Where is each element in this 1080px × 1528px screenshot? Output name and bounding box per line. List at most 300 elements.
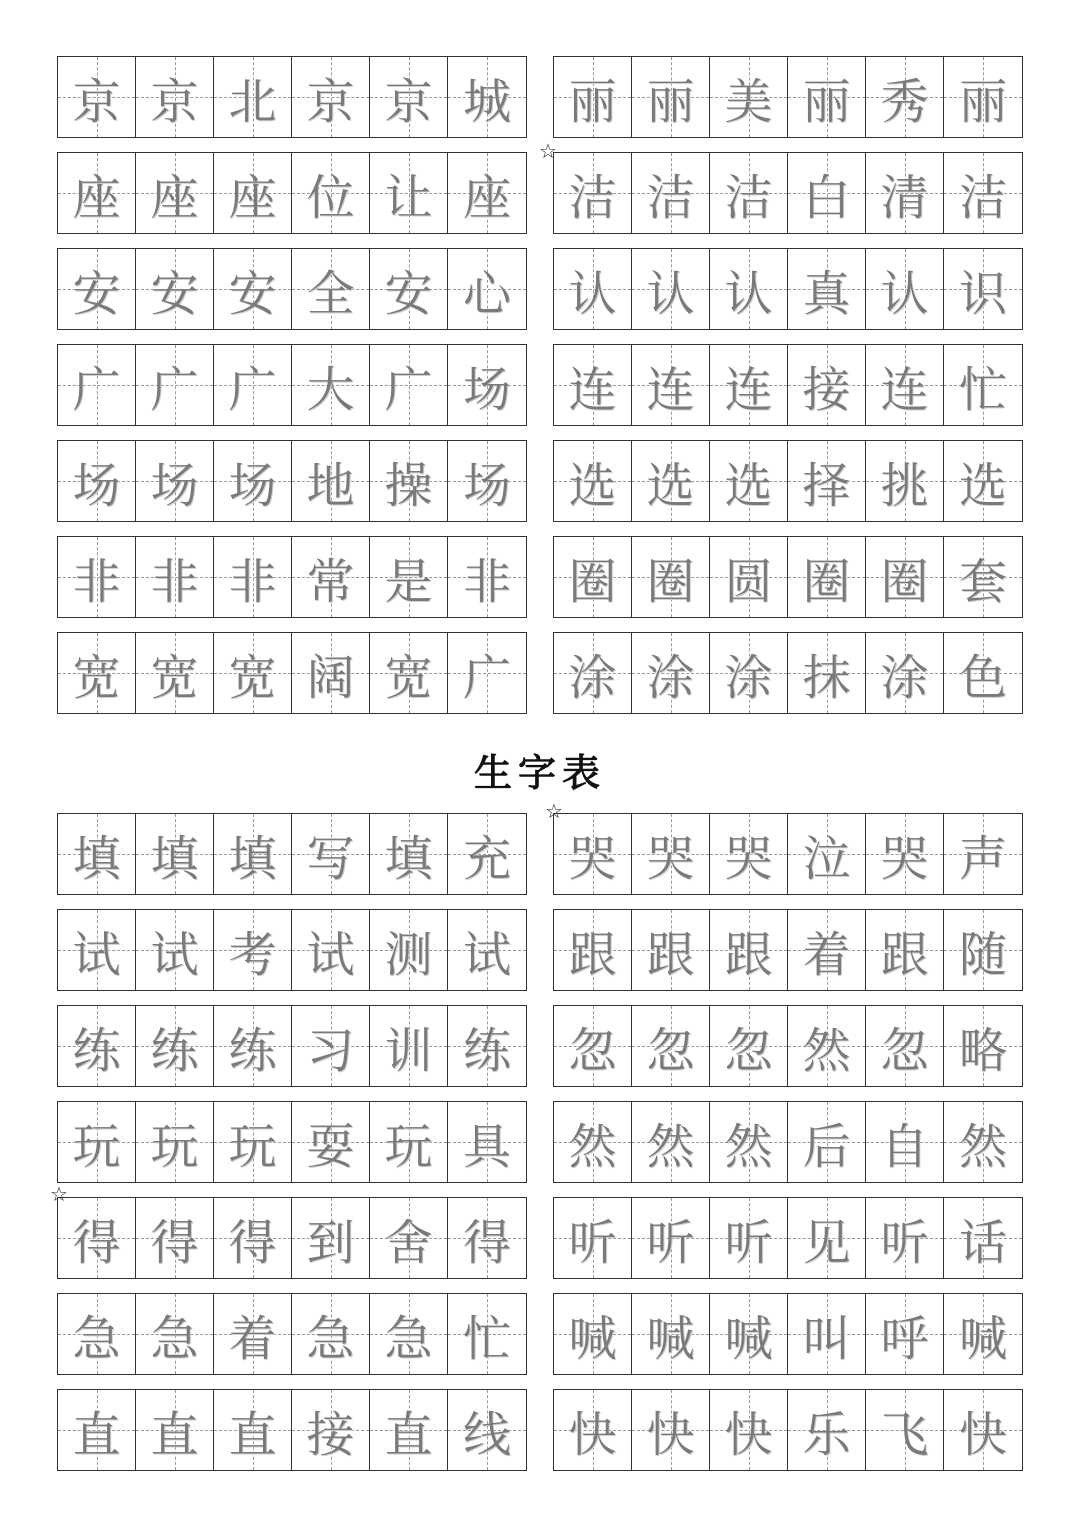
character: 快 xyxy=(958,1406,1007,1463)
char-cell xyxy=(788,1102,866,1182)
character: 洁 xyxy=(724,169,773,226)
char-cell xyxy=(632,57,710,137)
character: 洁 xyxy=(958,169,1007,226)
char-cell xyxy=(136,1294,214,1374)
char-cell xyxy=(788,633,866,713)
char-row xyxy=(553,632,1023,714)
character: 跟 xyxy=(724,926,773,983)
character: 试 xyxy=(462,926,511,983)
char-cell xyxy=(370,1198,448,1278)
character: 忽 xyxy=(646,1022,695,1079)
char-cell xyxy=(214,1390,292,1470)
char-cell xyxy=(944,633,1022,713)
character: 忽 xyxy=(568,1022,617,1079)
character: 跟 xyxy=(880,926,929,983)
char-cell xyxy=(214,1006,292,1086)
char-cell xyxy=(554,1390,632,1470)
char-cell xyxy=(866,910,944,990)
character: 听 xyxy=(568,1214,617,1271)
char-cell xyxy=(866,1294,944,1374)
char-cell xyxy=(944,1390,1022,1470)
character: 着 xyxy=(802,926,851,983)
char-cell xyxy=(370,633,448,713)
character: 是 xyxy=(384,553,433,610)
character: 非 xyxy=(72,553,121,610)
char-cell xyxy=(710,1390,788,1470)
char-cell xyxy=(214,537,292,617)
char-cell xyxy=(214,1198,292,1278)
character: 圈 xyxy=(646,553,695,610)
character: 认 xyxy=(568,265,617,322)
character: 具 xyxy=(462,1118,511,1175)
character: 选 xyxy=(568,457,617,514)
star-icon: ☆ xyxy=(545,799,563,823)
char-cell xyxy=(788,1006,866,1086)
char-cell xyxy=(632,537,710,617)
character: 玩 xyxy=(384,1118,433,1175)
char-cell xyxy=(554,1294,632,1374)
char-cell xyxy=(710,441,788,521)
char-cell xyxy=(292,441,370,521)
page-title: 生字表 xyxy=(473,750,606,795)
char-cell xyxy=(866,345,944,425)
char-cell xyxy=(788,249,866,329)
char-cell xyxy=(788,910,866,990)
character: 练 xyxy=(150,1022,199,1079)
character: 舍 xyxy=(384,1214,433,1271)
character: 广 xyxy=(72,361,121,418)
char-row xyxy=(57,344,527,426)
character: 秀 xyxy=(880,73,929,130)
char-cell xyxy=(632,814,710,894)
char-row xyxy=(57,152,527,234)
char-row xyxy=(57,909,527,991)
char-cell xyxy=(370,57,448,137)
character: 北 xyxy=(228,73,277,130)
char-cell xyxy=(136,910,214,990)
char-cell xyxy=(214,633,292,713)
character: 忙 xyxy=(958,361,1007,418)
character: 连 xyxy=(568,361,617,418)
char-cell xyxy=(448,1390,526,1470)
char-row xyxy=(553,1293,1023,1375)
char-row xyxy=(57,440,527,522)
char-cell xyxy=(866,537,944,617)
character: 喊 xyxy=(646,1310,695,1367)
character: 场 xyxy=(462,361,511,418)
char-cell xyxy=(370,910,448,990)
char-cell xyxy=(866,814,944,894)
char-row xyxy=(553,909,1023,991)
character: 快 xyxy=(568,1406,617,1463)
character: 色 xyxy=(958,649,1007,706)
character: 宽 xyxy=(384,649,433,706)
character: 听 xyxy=(646,1214,695,1271)
character: 得 xyxy=(462,1214,511,1271)
char-cell xyxy=(58,1390,136,1470)
character: 城 xyxy=(462,73,511,130)
char-cell xyxy=(554,814,632,894)
char-row xyxy=(57,813,527,895)
character: 宽 xyxy=(150,649,199,706)
char-cell xyxy=(292,1198,370,1278)
char-row xyxy=(57,1389,527,1471)
char-cell xyxy=(58,633,136,713)
char-cell xyxy=(710,814,788,894)
character: 跟 xyxy=(646,926,695,983)
char-cell xyxy=(632,1294,710,1374)
char-cell xyxy=(58,345,136,425)
char-cell xyxy=(214,249,292,329)
character: 填 xyxy=(228,830,277,887)
char-cell xyxy=(136,814,214,894)
char-cell xyxy=(214,910,292,990)
char-cell xyxy=(944,345,1022,425)
char-cell xyxy=(554,345,632,425)
char-row xyxy=(553,152,1023,234)
character: 场 xyxy=(462,457,511,514)
character: 得 xyxy=(228,1214,277,1271)
character: 座 xyxy=(462,169,511,226)
character: 哭 xyxy=(646,830,695,887)
char-cell xyxy=(710,633,788,713)
char-cell xyxy=(370,441,448,521)
char-cell xyxy=(944,1102,1022,1182)
character: 习 xyxy=(306,1022,355,1079)
character: 京 xyxy=(306,73,355,130)
character: 安 xyxy=(228,265,277,322)
char-cell xyxy=(136,441,214,521)
character: 宽 xyxy=(228,649,277,706)
char-row xyxy=(57,56,527,138)
character: 心 xyxy=(462,265,511,322)
character: 急 xyxy=(306,1310,355,1367)
character: 阔 xyxy=(306,649,355,706)
char-cell xyxy=(136,57,214,137)
character: 全 xyxy=(306,265,355,322)
character: 京 xyxy=(384,73,433,130)
character: 到 xyxy=(306,1214,355,1271)
char-cell xyxy=(944,441,1022,521)
character: 涂 xyxy=(646,649,695,706)
char-row xyxy=(57,632,527,714)
character: 试 xyxy=(306,926,355,983)
char-cell xyxy=(554,1102,632,1182)
char-cell xyxy=(370,153,448,233)
character: 非 xyxy=(462,553,511,610)
char-row xyxy=(553,1389,1023,1471)
character: 话 xyxy=(958,1214,1007,1271)
char-row xyxy=(553,813,1023,895)
char-cell xyxy=(58,441,136,521)
char-cell xyxy=(136,633,214,713)
star-icon: ☆ xyxy=(539,139,557,163)
character: 选 xyxy=(724,457,773,514)
char-row xyxy=(553,1005,1023,1087)
char-cell xyxy=(944,910,1022,990)
character: 练 xyxy=(228,1022,277,1079)
char-cell xyxy=(944,814,1022,894)
character: 试 xyxy=(150,926,199,983)
char-row xyxy=(57,1101,527,1183)
character: 呼 xyxy=(880,1310,929,1367)
char-cell xyxy=(58,814,136,894)
character: 练 xyxy=(462,1022,511,1079)
char-cell xyxy=(136,1102,214,1182)
char-cell xyxy=(632,153,710,233)
char-cell xyxy=(866,1198,944,1278)
character: 着 xyxy=(228,1310,277,1367)
char-cell xyxy=(136,345,214,425)
char-row xyxy=(553,536,1023,618)
character: 涂 xyxy=(880,649,929,706)
char-cell xyxy=(448,1006,526,1086)
char-cell xyxy=(788,345,866,425)
character: 丽 xyxy=(802,73,851,130)
char-cell xyxy=(136,1390,214,1470)
character: 哭 xyxy=(724,830,773,887)
character: 接 xyxy=(306,1406,355,1463)
char-row xyxy=(553,1101,1023,1183)
char-cell xyxy=(866,249,944,329)
character: 圈 xyxy=(802,553,851,610)
char-cell xyxy=(370,814,448,894)
character: 填 xyxy=(384,830,433,887)
char-cell xyxy=(866,633,944,713)
character: 测 xyxy=(384,926,433,983)
char-row xyxy=(553,1197,1023,1279)
char-cell xyxy=(292,537,370,617)
char-row xyxy=(553,440,1023,522)
character: 急 xyxy=(384,1310,433,1367)
char-cell xyxy=(554,441,632,521)
char-cell xyxy=(944,1294,1022,1374)
character: 直 xyxy=(150,1406,199,1463)
character: 充 xyxy=(462,830,511,887)
char-cell xyxy=(136,1006,214,1086)
char-cell xyxy=(292,633,370,713)
char-cell xyxy=(632,345,710,425)
character: 然 xyxy=(802,1022,851,1079)
character: 听 xyxy=(724,1214,773,1271)
character: 然 xyxy=(568,1118,617,1175)
char-cell xyxy=(866,153,944,233)
character: 涂 xyxy=(568,649,617,706)
char-cell xyxy=(788,1294,866,1374)
character: 丽 xyxy=(568,73,617,130)
char-cell xyxy=(214,1294,292,1374)
character: 喊 xyxy=(724,1310,773,1367)
character: 略 xyxy=(958,1022,1007,1079)
char-cell xyxy=(370,537,448,617)
character: 选 xyxy=(646,457,695,514)
char-cell xyxy=(788,814,866,894)
character: 然 xyxy=(724,1118,773,1175)
character: 广 xyxy=(384,361,433,418)
character: 叫 xyxy=(802,1310,851,1367)
char-cell xyxy=(448,537,526,617)
character: 场 xyxy=(228,457,277,514)
character: 考 xyxy=(228,926,277,983)
char-cell xyxy=(292,345,370,425)
char-row xyxy=(553,248,1023,330)
character: 泣 xyxy=(802,830,851,887)
character: 座 xyxy=(150,169,199,226)
char-cell xyxy=(788,441,866,521)
character: 座 xyxy=(228,169,277,226)
char-cell xyxy=(632,1198,710,1278)
character: 忽 xyxy=(724,1022,773,1079)
character: 真 xyxy=(802,265,851,322)
character: 然 xyxy=(646,1118,695,1175)
character: 急 xyxy=(150,1310,199,1367)
character: 场 xyxy=(72,457,121,514)
char-cell xyxy=(448,57,526,137)
character: 喊 xyxy=(568,1310,617,1367)
character: 地 xyxy=(306,457,355,514)
char-cell xyxy=(554,57,632,137)
character: 丽 xyxy=(646,73,695,130)
character: 认 xyxy=(880,265,929,322)
char-cell xyxy=(370,1006,448,1086)
char-cell xyxy=(448,633,526,713)
character: 非 xyxy=(228,553,277,610)
char-cell xyxy=(632,441,710,521)
character: 广 xyxy=(228,361,277,418)
char-row xyxy=(57,1293,527,1375)
char-cell xyxy=(58,249,136,329)
char-cell xyxy=(136,249,214,329)
char-cell xyxy=(710,910,788,990)
char-cell xyxy=(554,153,632,233)
char-cell xyxy=(866,1102,944,1182)
character: 急 xyxy=(72,1310,121,1367)
character: 圆 xyxy=(724,553,773,610)
char-cell xyxy=(448,1102,526,1182)
character: 安 xyxy=(72,265,121,322)
character: 位 xyxy=(306,169,355,226)
char-cell xyxy=(448,153,526,233)
character: 哭 xyxy=(568,830,617,887)
character: 直 xyxy=(384,1406,433,1463)
char-cell xyxy=(292,1006,370,1086)
char-cell xyxy=(370,1390,448,1470)
char-cell xyxy=(866,1390,944,1470)
char-cell xyxy=(214,1102,292,1182)
char-cell xyxy=(866,441,944,521)
character: 写 xyxy=(306,830,355,887)
character: 线 xyxy=(462,1406,511,1463)
character: 自 xyxy=(880,1118,929,1175)
char-cell xyxy=(370,1294,448,1374)
char-cell xyxy=(448,441,526,521)
character: 喊 xyxy=(958,1310,1007,1367)
char-cell xyxy=(448,1198,526,1278)
char-cell xyxy=(136,1198,214,1278)
character: 耍 xyxy=(306,1118,355,1175)
char-cell xyxy=(58,153,136,233)
char-row xyxy=(57,1197,527,1279)
character: 飞 xyxy=(880,1406,929,1463)
char-cell xyxy=(710,1006,788,1086)
char-cell xyxy=(710,1102,788,1182)
char-cell xyxy=(710,1294,788,1374)
char-cell xyxy=(944,57,1022,137)
char-cell xyxy=(292,1390,370,1470)
char-cell xyxy=(136,537,214,617)
char-cell xyxy=(58,1294,136,1374)
character: 快 xyxy=(724,1406,773,1463)
char-cell xyxy=(448,1294,526,1374)
character: 识 xyxy=(958,265,1007,322)
character: 玩 xyxy=(72,1118,121,1175)
char-cell xyxy=(710,249,788,329)
character: 圈 xyxy=(880,553,929,610)
char-cell xyxy=(370,249,448,329)
character: 认 xyxy=(646,265,695,322)
character: 涂 xyxy=(724,649,773,706)
char-row xyxy=(57,248,527,330)
character: 接 xyxy=(802,361,851,418)
character: 套 xyxy=(958,553,1007,610)
char-cell xyxy=(632,633,710,713)
char-cell xyxy=(788,1390,866,1470)
character: 常 xyxy=(306,553,355,610)
char-cell xyxy=(554,1198,632,1278)
character: 得 xyxy=(150,1214,199,1271)
char-cell xyxy=(710,537,788,617)
char-cell xyxy=(58,1102,136,1182)
char-cell xyxy=(632,1102,710,1182)
character: 操 xyxy=(384,457,433,514)
char-cell xyxy=(944,537,1022,617)
char-cell xyxy=(58,1006,136,1086)
char-cell xyxy=(554,249,632,329)
char-cell xyxy=(632,1390,710,1470)
char-cell xyxy=(710,345,788,425)
char-cell xyxy=(448,249,526,329)
character: 练 xyxy=(72,1022,121,1079)
char-cell xyxy=(788,153,866,233)
char-row xyxy=(553,56,1023,138)
character: 白 xyxy=(802,169,851,226)
character: 广 xyxy=(462,649,511,706)
character: 洁 xyxy=(646,169,695,226)
character: 玩 xyxy=(150,1118,199,1175)
char-cell xyxy=(944,1006,1022,1086)
character: 声 xyxy=(958,830,1007,887)
character: 安 xyxy=(384,265,433,322)
character: 抹 xyxy=(802,649,851,706)
char-cell xyxy=(554,537,632,617)
character: 选 xyxy=(958,457,1007,514)
char-cell xyxy=(292,249,370,329)
char-cell xyxy=(292,153,370,233)
char-cell xyxy=(58,910,136,990)
character: 快 xyxy=(646,1406,695,1463)
char-cell xyxy=(292,814,370,894)
char-cell xyxy=(944,153,1022,233)
char-cell xyxy=(292,1294,370,1374)
character: 美 xyxy=(724,73,773,130)
character: 随 xyxy=(958,926,1007,983)
character: 忙 xyxy=(462,1310,511,1367)
char-cell xyxy=(292,910,370,990)
char-cell xyxy=(214,814,292,894)
character: 见 xyxy=(802,1214,851,1271)
character: 择 xyxy=(802,457,851,514)
character: 洁 xyxy=(568,169,617,226)
